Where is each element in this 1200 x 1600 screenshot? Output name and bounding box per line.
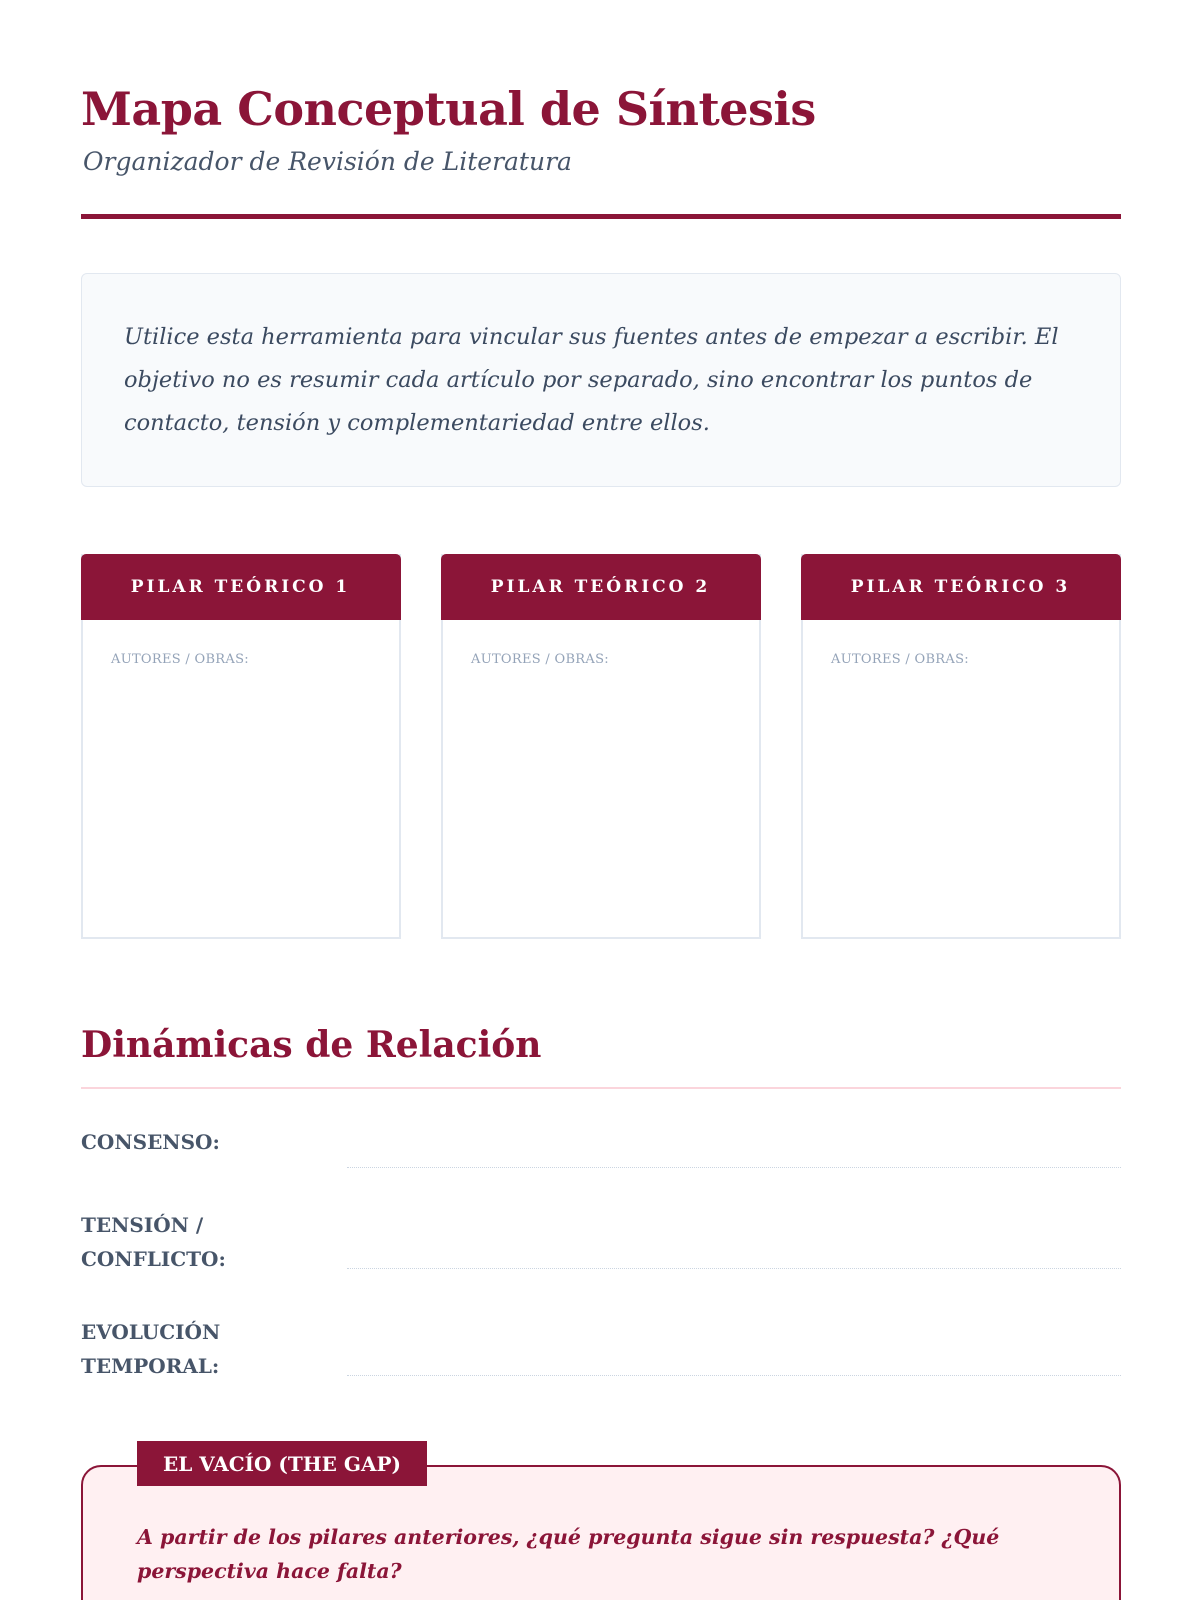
consenso-label: CONSENSO:	[81, 1130, 220, 1154]
pillar-title-2: PILAR TEÓRICO 2	[441, 554, 761, 620]
pillar-field-label-1: AUTORES / OBRAS:	[111, 652, 249, 667]
gap-question: A partir de los pilares anteriores, ¿qué pregunta sigue sin respuesta? ¿Qué perspectiva hace falta?	[137, 1525, 1000, 1583]
pillar-field-label-2: AUTORES / OBRAS:	[471, 652, 609, 667]
intro-text: Utilice esta herramienta para vincular sus fuentes antes de empezar a escribir. El objetivo no es resumir cada artículo por separado, sino encontrar los puntos de contacto, tensión y complementariedad entre ellos.	[124, 324, 1059, 436]
tension-write-line	[347, 1268, 1121, 1269]
page-title: Mapa Conceptual de Síntesis	[81, 82, 816, 136]
title-divider	[81, 214, 1121, 219]
intro-box	[81, 273, 1121, 487]
relations-divider	[81, 1087, 1121, 1089]
pillar-field-label-3: AUTORES / OBRAS:	[831, 652, 969, 667]
tension-label: TENSIÓN / CONFLICTO:	[81, 1213, 226, 1271]
gap-tag: EL VACÍO (THE GAP)	[137, 1441, 427, 1486]
evolucion-write-line	[347, 1375, 1121, 1376]
page-subtitle: Organizador de Revisión de Literatura	[83, 147, 572, 176]
consenso-write-line	[347, 1167, 1121, 1168]
pillar-card-1	[81, 554, 401, 939]
pillar-card-3	[801, 554, 1121, 939]
pillar-title-3: PILAR TEÓRICO 3	[801, 554, 1121, 620]
relations-section-title: Dinámicas de Relación	[81, 1024, 542, 1066]
pillar-title-1: PILAR TEÓRICO 1	[81, 554, 401, 620]
evolucion-label: EVOLUCIÓN TEMPORAL:	[81, 1320, 221, 1378]
pillar-card-2	[441, 554, 761, 939]
